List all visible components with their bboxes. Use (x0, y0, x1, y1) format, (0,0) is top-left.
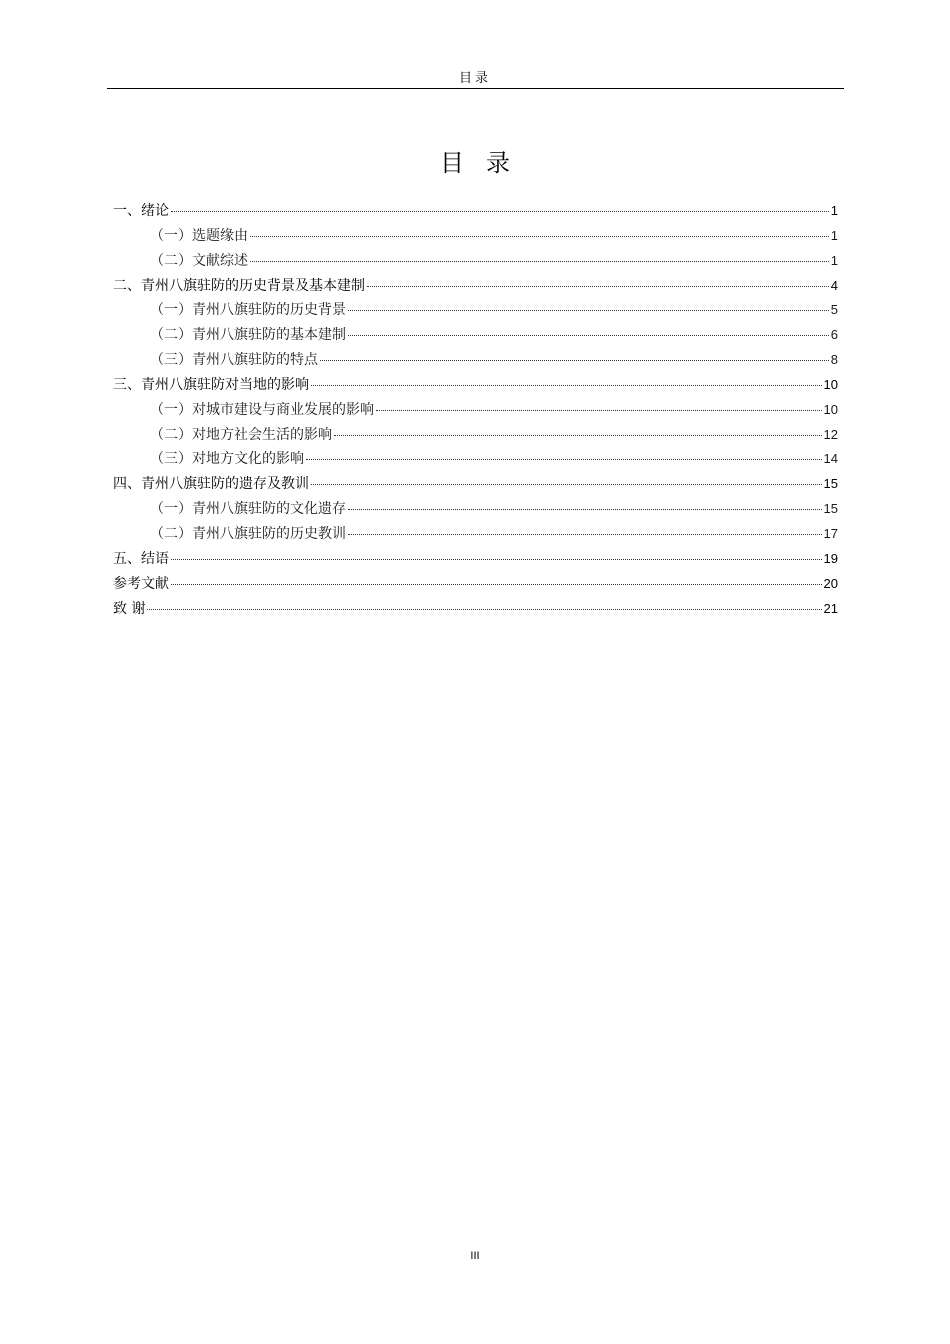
toc-entry-label: （二）对地方社会生活的影响 (150, 426, 332, 443)
toc-leader-dots (367, 286, 829, 287)
toc-entry-page: 19 (823, 550, 838, 566)
toc-entry-label: 致 谢 (113, 600, 146, 617)
toc-leader-dots (311, 484, 822, 485)
toc-entry-page: 12 (823, 426, 838, 442)
toc-entry-label: （一）选题缘由 (150, 227, 248, 244)
toc-entry-label: 一、绪论 (113, 203, 169, 219)
toc-entry[interactable] (113, 522, 838, 547)
toc-entry-page: 14 (823, 451, 838, 467)
toc-entry[interactable] (113, 249, 838, 274)
toc-entry-label: （二）青州八旗驻防的基本建制 (150, 327, 346, 344)
toc-entry-label: （一）青州八旗驻防的文化遗存 (150, 501, 346, 518)
toc-entry[interactable] (113, 373, 838, 398)
toc-entry-page: 1 (830, 227, 838, 243)
toc-leader-dots (171, 211, 829, 212)
toc-entry-page: 1 (830, 252, 838, 268)
toc-entry-page: 20 (823, 575, 838, 591)
toc-leader-dots (147, 609, 821, 610)
header-rule (107, 88, 844, 89)
toc-entry-page: 4 (830, 277, 838, 293)
toc-entry-page: 6 (830, 327, 838, 343)
toc-entry-page: 15 (823, 476, 838, 492)
toc-entry-page: 10 (823, 401, 838, 417)
toc-entry-label: （一）对城市建设与商业发展的影响 (150, 401, 374, 418)
toc-entry[interactable] (113, 298, 838, 323)
toc-entry-label: 参考文献 (113, 575, 169, 592)
toc-entry[interactable] (113, 572, 838, 597)
toc-leader-dots (320, 360, 829, 361)
toc-leader-dots (171, 584, 822, 585)
toc-leader-dots (348, 534, 822, 535)
toc-entry-page: 5 (830, 302, 838, 318)
toc-leader-dots (334, 435, 822, 436)
toc-leader-dots (306, 459, 822, 460)
toc-entry[interactable] (113, 547, 838, 572)
toc-entry[interactable] (113, 497, 838, 522)
toc-entry[interactable] (113, 323, 838, 348)
toc-entry[interactable] (113, 597, 838, 622)
toc-entry-label: 五、结语 (113, 550, 169, 567)
table-of-contents (113, 199, 838, 621)
toc-entry-page: 21 (823, 600, 838, 616)
running-header: 目录 (458, 71, 491, 86)
toc-entry-label: （二）文献综述 (150, 252, 248, 269)
toc-entry-label: （三）青州八旗驻防的特点 (150, 352, 318, 369)
toc-entry[interactable] (113, 423, 838, 448)
toc-leader-dots (250, 261, 829, 262)
toc-entry[interactable] (113, 274, 838, 299)
toc-entry-page: 15 (823, 501, 838, 517)
toc-leader-dots (376, 410, 822, 411)
toc-entry-page: 10 (823, 376, 838, 392)
page-title: 目录 (440, 149, 532, 177)
toc-entry[interactable] (113, 472, 838, 497)
toc-entry-label: 三、青州八旗驻防对当地的影响 (113, 376, 309, 393)
toc-entry[interactable] (113, 224, 838, 249)
toc-entry-page: 17 (823, 525, 838, 541)
toc-entry[interactable] (113, 447, 838, 472)
toc-entry[interactable] (113, 199, 838, 224)
toc-entry-label: （一）青州八旗驻防的历史背景 (150, 302, 346, 319)
toc-entry-label: 二、青州八旗驻防的历史背景及基本建制 (113, 277, 365, 294)
toc-leader-dots (348, 335, 829, 336)
toc-entry-label: （三）对地方文化的影响 (150, 451, 304, 468)
toc-entry[interactable] (113, 348, 838, 373)
toc-leader-dots (250, 236, 829, 237)
toc-entry-page: 1 (830, 203, 838, 218)
toc-entry[interactable] (113, 398, 838, 423)
toc-entry-label: 四、青州八旗驻防的遗存及教训 (113, 476, 309, 493)
toc-entry-label: （二）青州八旗驻防的历史教训 (150, 525, 346, 542)
toc-entry-page: 8 (830, 352, 838, 368)
toc-leader-dots (171, 559, 822, 560)
toc-leader-dots (311, 385, 822, 386)
page-number: III (470, 1250, 480, 1262)
toc-leader-dots (348, 310, 829, 311)
toc-leader-dots (348, 509, 822, 510)
